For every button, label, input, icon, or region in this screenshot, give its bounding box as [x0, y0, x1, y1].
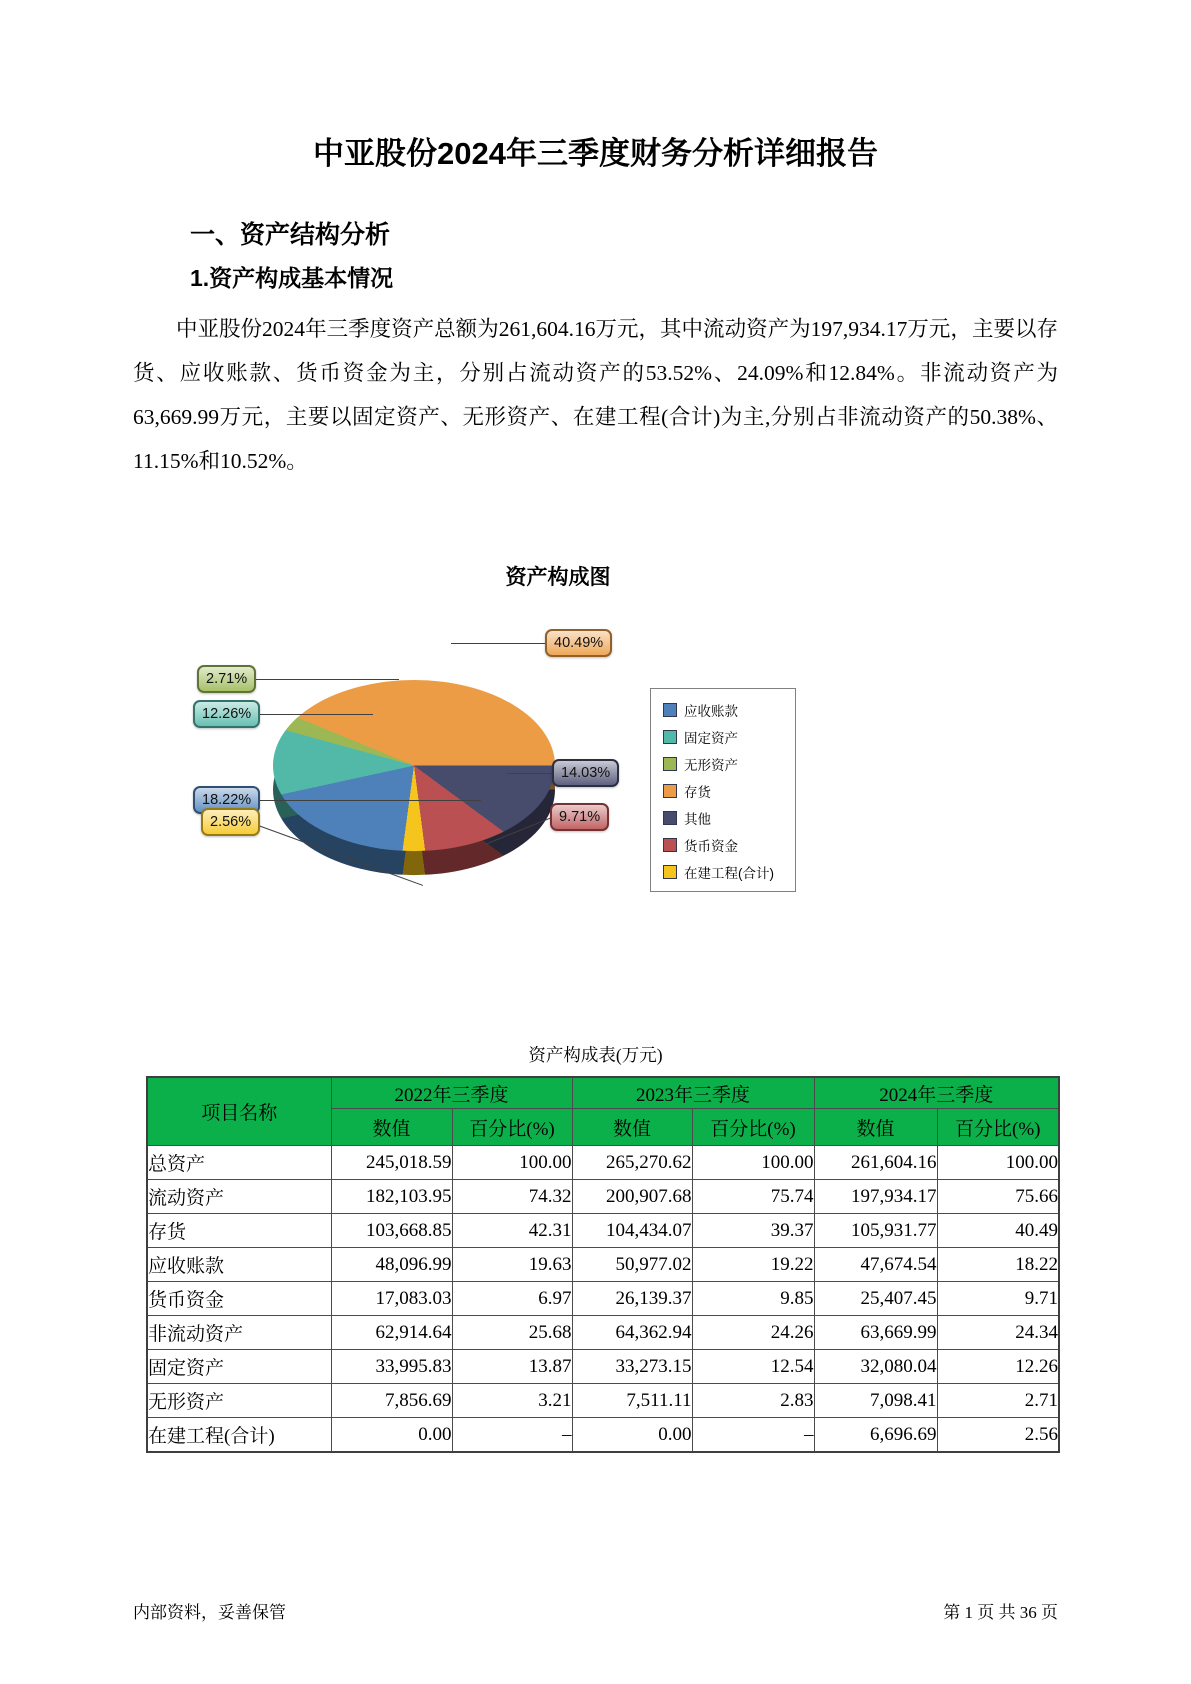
legend-label: 无形资产: [684, 758, 738, 773]
table-cell-value: 12.26: [937, 1350, 1059, 1384]
pie-top-face: [273, 680, 555, 851]
table-cell-value: 100.00: [692, 1146, 814, 1180]
table-cell-value: 3.21: [452, 1384, 572, 1418]
table-cell-value: 2.83: [692, 1384, 814, 1418]
table-cell-value: 0.00: [572, 1418, 692, 1453]
table-cell-item: 在建工程(合计): [147, 1418, 331, 1453]
pie-callout-label: 18.22%: [193, 786, 260, 814]
table-header-row: [147, 1077, 1059, 1109]
chart-title: 资产构成图: [505, 566, 611, 589]
legend-label: 应收账款: [684, 704, 738, 719]
table-cell-value: 7,856.69: [331, 1384, 452, 1418]
table-cell-value: 33,273.15: [572, 1350, 692, 1384]
table-cell-value: 2.71: [937, 1384, 1059, 1418]
legend-item: [663, 862, 785, 882]
legend-label: 在建工程(合计): [684, 866, 774, 881]
table-cell-value: 64,362.94: [572, 1316, 692, 1350]
legend-label: 固定资产: [684, 731, 738, 746]
table-cell-value: 9.71: [937, 1282, 1059, 1316]
table-cell-value: 19.63: [452, 1248, 572, 1282]
table-cell-item: 总资产: [147, 1146, 331, 1180]
chart-legend: [650, 688, 796, 892]
table-cell-value: –: [452, 1418, 572, 1453]
legend-swatch-icon: [663, 865, 677, 879]
pie-callout-label: 9.71%: [550, 803, 609, 831]
table-cell-value: 200,907.68: [572, 1180, 692, 1214]
section-heading: 一、资产结构分析: [190, 221, 391, 249]
table-cell-value: 39.37: [692, 1214, 814, 1248]
table-cell-value: –: [692, 1418, 814, 1453]
callout-line: [507, 773, 552, 774]
table-cell-value: 9.85: [692, 1282, 814, 1316]
table-cell-value: 75.66: [937, 1180, 1059, 1214]
table-cell-value: 6,696.69: [814, 1418, 937, 1453]
table-row: [147, 1180, 1059, 1214]
table-cell-value: 25,407.45: [814, 1282, 937, 1316]
callout-line: [451, 643, 545, 644]
table-row: [147, 1248, 1059, 1282]
subheader-percent: 百分比(%): [692, 1109, 814, 1146]
legend-swatch-icon: [663, 703, 677, 717]
subheader-percent: 百分比(%): [937, 1109, 1059, 1146]
table-cell-item: 流动资产: [147, 1180, 331, 1214]
table-cell-value: 103,668.85: [331, 1214, 452, 1248]
table-cell-value: 74.32: [452, 1180, 572, 1214]
table-cell-value: 182,103.95: [331, 1180, 452, 1214]
column-header-2022: 2022年三季度: [331, 1077, 572, 1109]
legend-swatch-icon: [663, 730, 677, 744]
table-cell-value: 7,511.11: [572, 1384, 692, 1418]
table-cell-value: 75.74: [692, 1180, 814, 1214]
table-row: [147, 1146, 1059, 1180]
table-cell-value: 47,674.54: [814, 1248, 937, 1282]
pie-callout-label: 2.71%: [197, 665, 256, 693]
table-cell-value: 18.22: [937, 1248, 1059, 1282]
table-cell-item: 无形资产: [147, 1384, 331, 1418]
callout-line: [245, 714, 373, 715]
footer-page-number: 第 1 页 共 36 页: [943, 1603, 1058, 1622]
table-cell-value: 25.68: [452, 1316, 572, 1350]
pie-callout-label: 2.56%: [201, 808, 260, 836]
table-cell-value: 13.87: [452, 1350, 572, 1384]
table-cell-value: 2.56: [937, 1418, 1059, 1453]
table-row: [147, 1350, 1059, 1384]
pie-callout-label: 12.26%: [193, 700, 260, 728]
table-title: 资产构成表(万元): [528, 1045, 663, 1065]
column-header-item: 项目名称: [147, 1077, 331, 1146]
table-cell-item: 非流动资产: [147, 1316, 331, 1350]
table-cell-value: 63,669.99: [814, 1316, 937, 1350]
legend-swatch-icon: [663, 757, 677, 771]
table-cell-value: 100.00: [452, 1146, 572, 1180]
footer-confidential-note: 内部资料，妥善保管: [133, 1603, 286, 1622]
pie-callout-label: 14.03%: [552, 759, 619, 787]
table-cell-value: 24.26: [692, 1316, 814, 1350]
table-cell-value: 104,434.07: [572, 1214, 692, 1248]
table-cell-value: 48,096.99: [331, 1248, 452, 1282]
table-row: [147, 1418, 1059, 1453]
legend-label: 其他: [684, 812, 711, 827]
legend-item: [663, 781, 785, 801]
subsection-heading: 1.资产构成基本情况: [190, 265, 394, 291]
legend-item: [663, 754, 785, 774]
legend-item: [663, 700, 785, 720]
callout-line: [247, 679, 399, 680]
asset-table-body: [147, 1146, 1059, 1453]
subheader-value: 数值: [331, 1109, 452, 1146]
table-cell-item: 固定资产: [147, 1350, 331, 1384]
table-row: [147, 1316, 1059, 1350]
table-cell-value: 24.34: [937, 1316, 1059, 1350]
subheader-percent: 百分比(%): [452, 1109, 572, 1146]
table-cell-value: 245,018.59: [331, 1146, 452, 1180]
subheader-value: 数值: [814, 1109, 937, 1146]
column-header-2024: 2024年三季度: [814, 1077, 1059, 1109]
table-cell-value: 197,934.17: [814, 1180, 937, 1214]
pie-chart: [273, 680, 555, 880]
chart-legend-items: [663, 700, 785, 882]
table-cell-value: 6.97: [452, 1282, 572, 1316]
legend-swatch-icon: [663, 811, 677, 825]
table-cell-value: 32,080.04: [814, 1350, 937, 1384]
table-cell-value: 33,995.83: [331, 1350, 452, 1384]
legend-item: [663, 808, 785, 828]
legend-label: 货币资金: [684, 839, 738, 854]
table-cell-value: 12.54: [692, 1350, 814, 1384]
table-row: [147, 1214, 1059, 1248]
table-cell-value: 17,083.03: [331, 1282, 452, 1316]
body-paragraph: 中亚股份2024年三季度资产总额为261,604.16万元，其中流动资产为197,934.17万元，主要以存货、应收账款、货币资金为主，分别占流动资产的53.52%、24.09%和12.84%。非流动资产为63,669.99万元，主要以固定资产、无形资产、在建工程(合计)为主,分别占非流动资产的50.38%、11.15%和10.52%。: [133, 317, 1058, 473]
table-cell-value: 26,139.37: [572, 1282, 692, 1316]
table-cell-value: 42.31: [452, 1214, 572, 1248]
callout-line: [245, 800, 481, 801]
table-row: [147, 1384, 1059, 1418]
asset-composition-table: [146, 1076, 1060, 1453]
table-cell-value: 100.00: [937, 1146, 1059, 1180]
table-cell-item: 存货: [147, 1214, 331, 1248]
legend-item: [663, 727, 785, 747]
table-cell-item: 货币资金: [147, 1282, 331, 1316]
legend-item: [663, 835, 785, 855]
table-cell-value: 265,270.62: [572, 1146, 692, 1180]
column-header-2023: 2023年三季度: [572, 1077, 814, 1109]
table-cell-value: 19.22: [692, 1248, 814, 1282]
table-cell-value: 62,914.64: [331, 1316, 452, 1350]
table-cell-value: 7,098.41: [814, 1384, 937, 1418]
subheader-value: 数值: [572, 1109, 692, 1146]
table-cell-value: 0.00: [331, 1418, 452, 1453]
table-cell-value: 40.49: [937, 1214, 1059, 1248]
asset-composition-chart: [133, 555, 1058, 1045]
document-title: 中亚股份2024年三季度财务分析详细报告: [313, 136, 878, 171]
table-cell-item: 应收账款: [147, 1248, 331, 1282]
table-cell-value: 261,604.16: [814, 1146, 937, 1180]
pie-callout-label: 40.49%: [545, 629, 612, 657]
table-cell-value: 50,977.02: [572, 1248, 692, 1282]
legend-label: 存货: [684, 785, 711, 800]
legend-swatch-icon: [663, 838, 677, 852]
table-cell-value: 105,931.77: [814, 1214, 937, 1248]
legend-swatch-icon: [663, 784, 677, 798]
table-row: [147, 1282, 1059, 1316]
